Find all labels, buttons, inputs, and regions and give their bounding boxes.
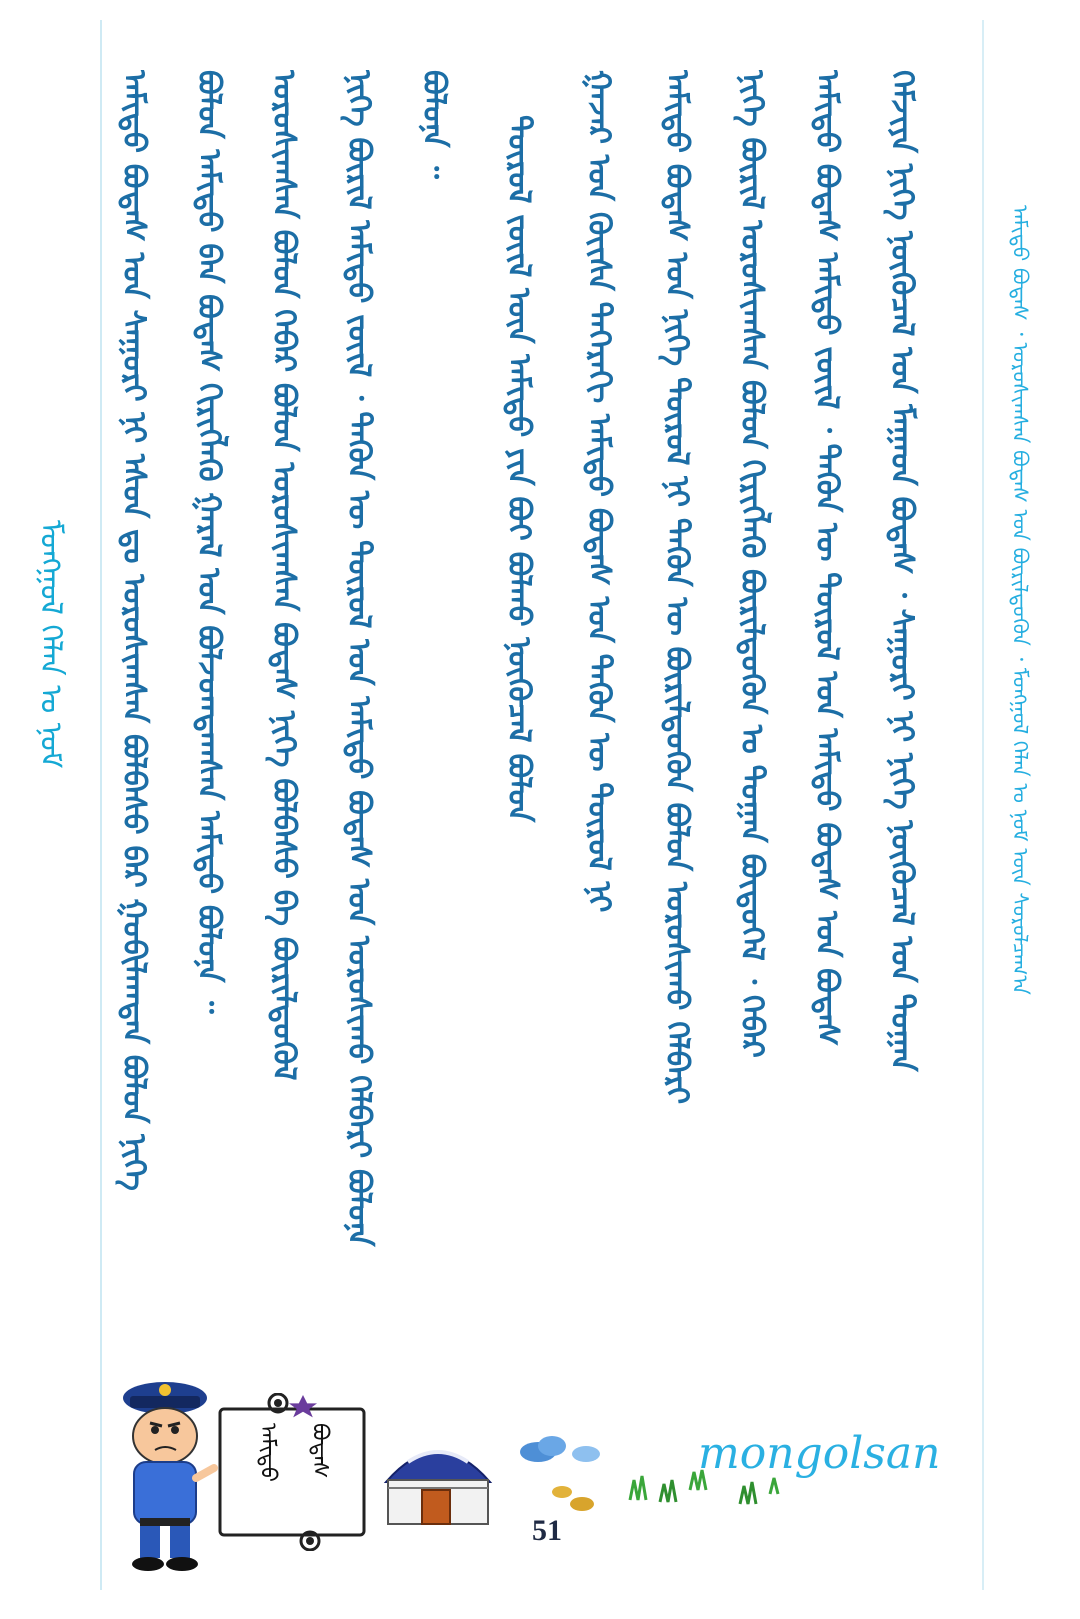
body-column-2: ᠪᠣᠯᠣᠨ ᠠᠮᠢᠳᠤ ᠪᠠᠨ ᠪᠣᠳᠠᠰ ᠬᠢᠷᠢᠭᠯᠡᠭᠦ ᠭᠠᠷᠠᠯ ᠤᠨ ᠪᠣᠯᠵᠣᠭᠳᠠᠭᠰᠠᠨ ᠠᠮᠢᠳᠤ ᠪᠣᠯᠤᠨᠠ ᠃ [191,70,227,1014]
stones-icon [548,1482,598,1516]
running-header: ᠮᠣᠩᠭᠣᠯ ᠬᠡᠯᠡᠨ ᠤ ᠨᠣᠮ [33,520,68,769]
margin-rule-left [100,20,102,1590]
page-number: 51 [532,1514,562,1547]
body-column-6: ᠲᠦᠷᠦᠯ ᠵᠦᠢᠯ ᠦᠨ ᠠᠮᠢᠳᠤ ᠶᠢᠨ ᠪᠤᠶ ᠪᠣᠯᠬᠤ ᠨᠥᠬᠦᠴᠡᠯ ᠪᠣᠯᠣᠨ [501,115,537,823]
brand-logo: mongolsan [698,1428,941,1479]
sign-board [218,1393,366,1551]
body-column-8: ᠠᠮᠢᠳᠤ ᠪᠣᠳᠠᠰ ᠤᠨ ᠨᠢᠭᠡ ᠲᠦᠷᠦᠯ ᠨᠢ ᠲᠡᠭᠦᠨ ᠦ ᠪᠦᠷᠢᠯᠳᠦᠭᠦᠨ ᠪᠣᠯᠣᠨ ᠣᠷᠣᠰᠢᠬᠤ ᠬᠡᠯᠪᠡᠷᠢ [659,70,695,1105]
body-column-11: ᠬᠡᠮᠵᠢᠶᠡ ᠨᠢᠭᠡ ᠨᠥᠬᠦᠴᠡᠯ ᠤᠨ ᠮᠠᠭᠠᠳ ᠪᠣᠳᠠᠰ ᠂ ᠰᠠᠭᠤᠷᠢ ᠨᠢ ᠨᠢᠭᠡ ᠨᠥᠬᠦᠴᠡᠯ ᠤᠨ ᠲᠣᠭᠠᠨ [884,70,920,1072]
body-column-9: ᠨᠢᠭᠡ ᠪᠦᠷᠢᠯ ᠣᠷᠣᠰᠢᠭᠰᠠᠨ ᠪᠣᠯᠣᠨ ᠬᠢᠷᠢᠭᠯᠡᠭᠦ ᠪᠦᠷᠢᠯᠳᠦᠭᠦᠨ ᠤ ᠲᠣᠭᠠᠨ ᠪᠦᠲᠦᠭᠡᠯ ᠂ ᠬᠡᠪᠡᠷ [734,70,770,1058]
sign-frame-icon [218,1393,366,1551]
margin-rule-right [982,20,984,1590]
cloud-icon [516,1432,606,1472]
police-cartoon-icon [110,1368,220,1573]
body-column-7: ᠭᠠᠵᠠᠷ ᠤᠨ ᠬᠦᠢᠰᠡ ᠳᠡᠭᠡᠷᠡᠬᠢ ᠠᠮᠢᠳᠤ ᠪᠣᠳᠠᠰ ᠤᠨ ᠲᠡᠭᠦᠨ ᠦ ᠲᠦᠷᠦᠯ ᠨᠢ [581,70,617,913]
sign-word-2: ᠪᠣᠳᠠᠰ [307,1423,332,1479]
body-column-10: ᠠᠮᠢᠳᠤ ᠪᠣᠳᠠᠰ ᠠᠮᠢᠳᠤ ᠵᠦᠢᠯ ᠂ ᠲᠡᠭᠦᠨ ᠦ ᠲᠦᠷᠦᠯ ᠤᠨ ᠠᠮᠢᠳᠤ ᠪᠣᠳᠠᠰ ᠤᠨ ᠪᠣᠳᠠᠰ [809,70,845,1047]
footer-note: ᠠᠮᠢᠳᠤ ᠪᠣᠳᠠᠰ ᠂ ᠣᠷᠣᠰᠢᠭᠰᠠᠨ ᠪᠣᠳᠠᠰ ᠤᠨ ᠪᠦᠷᠢᠯᠳᠦᠭᠦᠨ ᠂ ᠮᠣᠩᠭᠣᠯ ᠬᠡᠯᠡᠨ ᠤ ᠨᠣᠮ ᠦᠨ ᠰᠤᠷᠤᠯᠴᠠᠭ᠎ᠠ [1008,205,1032,995]
yurt-icon [378,1422,498,1530]
body-column-3: ᠣᠷᠣᠰᠢᠭᠰᠠᠨ ᠪᠣᠯᠣᠨ ᠬᠡᠪᠡᠷ ᠪᠣᠯᠣᠨ ᠣᠷᠣᠰᠢᠭᠰᠠᠨ ᠪᠣᠳᠠᠰ ᠨᠢᠭᠡ ᠪᠣᠯᠪᠠᠰᠤ ᠪᠠ ᠪᠦᠷᠢᠯᠳᠦᠭᠦᠯ [266,70,302,1081]
body-column-1: ᠠᠮᠢᠳᠤ ᠪᠣᠳᠠᠰ ᠤᠨ ᠰᠠᠭᠤᠷᠢ ᠨᠢ ᠡᠰᠦᠨ ᠳᠤ ᠣᠷᠣᠰᠢᠭᠰᠠᠨ ᠪᠣᠯᠪᠠᠰᠤ ᠪᠠᠷ ᠭᠤᠪᠢᠯᠠᠭᠳᠠᠨ ᠪᠣᠯᠣᠨ ᠨᠢᠭᠡ [116,70,152,1191]
body-column-5: ᠪᠣᠯᠤᠨᠠ ᠃ [416,70,452,179]
sign-word-1: ᠠᠮᠢᠳᠤ [255,1423,280,1482]
body-column-4: ᠨᠢᠭᠡ ᠪᠦᠷᠢᠯ ᠠᠮᠢᠳᠤ ᠵᠦᠢᠯ ᠂ ᠲᠡᠭᠦᠨ ᠦ ᠲᠦᠷᠦᠯ ᠤᠨ ᠠᠮᠢᠳᠤ ᠪᠣᠳᠠᠰ ᠤᠨ ᠣᠷᠣᠰᠢᠬᠤ ᠬᠡᠯᠪᠡᠷᠢ ᠪᠣᠯᠤᠨᠠ [341,70,377,1247]
